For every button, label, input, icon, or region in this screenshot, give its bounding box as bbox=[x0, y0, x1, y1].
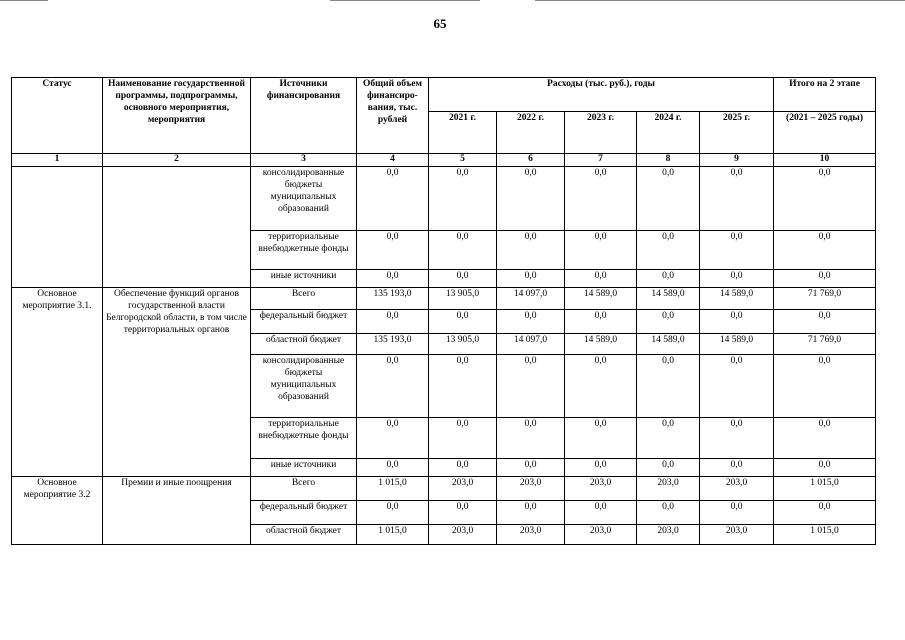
amount-cell: 0,0 bbox=[565, 231, 637, 270]
column-number: 3 bbox=[251, 154, 357, 167]
amount-cell: 0,0 bbox=[774, 310, 876, 334]
amount-cell: 1 015,0 bbox=[774, 477, 876, 501]
header-sources: Источники финансирования bbox=[251, 78, 357, 154]
amount-cell: 0,0 bbox=[637, 270, 700, 288]
amount-cell: 135 193,0 bbox=[357, 334, 429, 355]
amount-cell: 13 905,0 bbox=[429, 334, 497, 355]
amount-cell: 0,0 bbox=[774, 270, 876, 288]
amount-cell: 203,0 bbox=[429, 477, 497, 501]
table-row bbox=[12, 477, 876, 501]
header-status: Статус bbox=[12, 78, 103, 154]
amount-cell: 203,0 bbox=[497, 525, 565, 545]
header-year: 2024 г. bbox=[637, 112, 700, 154]
amount-cell: 0,0 bbox=[497, 501, 565, 525]
scan-top-rule-mid bbox=[330, 0, 480, 1]
funding-source-cell: областной бюджет bbox=[251, 334, 357, 355]
amount-cell: 0,0 bbox=[429, 355, 497, 418]
column-number: 5 bbox=[429, 154, 497, 167]
amount-cell: 0,0 bbox=[774, 231, 876, 270]
amount-cell: 203,0 bbox=[637, 477, 700, 501]
amount-cell: 0,0 bbox=[774, 501, 876, 525]
header-stage-period: (2021 – 2025 годы) bbox=[774, 112, 876, 154]
amount-cell: 0,0 bbox=[429, 459, 497, 477]
amount-cell: 0,0 bbox=[774, 459, 876, 477]
amount-cell: 0,0 bbox=[565, 310, 637, 334]
amount-cell: 0,0 bbox=[497, 167, 565, 231]
amount-cell: 0,0 bbox=[700, 355, 774, 418]
amount-cell: 0,0 bbox=[357, 501, 429, 525]
amount-cell: 14 097,0 bbox=[497, 288, 565, 310]
amount-cell: 0,0 bbox=[700, 231, 774, 270]
amount-cell: 0,0 bbox=[565, 270, 637, 288]
header-stage-total: Итого на 2 этапе bbox=[774, 78, 876, 112]
amount-cell: 14 589,0 bbox=[565, 288, 637, 310]
amount-cell: 203,0 bbox=[565, 525, 637, 545]
amount-cell: 203,0 bbox=[700, 525, 774, 545]
amount-cell: 0,0 bbox=[357, 231, 429, 270]
funding-source-cell: Всего bbox=[251, 477, 357, 501]
table-row bbox=[12, 288, 876, 310]
amount-cell: 0,0 bbox=[565, 501, 637, 525]
activity-name-cell: Премии и иные поощрения bbox=[103, 477, 251, 545]
amount-cell: 14 589,0 bbox=[700, 334, 774, 355]
amount-cell: 0,0 bbox=[637, 167, 700, 231]
amount-cell: 203,0 bbox=[497, 477, 565, 501]
amount-cell: 0,0 bbox=[497, 355, 565, 418]
amount-cell: 0,0 bbox=[497, 418, 565, 459]
table-row bbox=[12, 167, 876, 231]
amount-cell: 0,0 bbox=[429, 501, 497, 525]
column-number: 9 bbox=[700, 154, 774, 167]
amount-cell: 0,0 bbox=[357, 459, 429, 477]
funding-source-cell: консолидированные бюджеты муниципальных образований bbox=[251, 167, 357, 231]
amount-cell: 0,0 bbox=[429, 167, 497, 231]
amount-cell: 71 769,0 bbox=[774, 288, 876, 310]
column-number: 4 bbox=[357, 154, 429, 167]
scan-top-rule-right bbox=[535, 0, 905, 1]
amount-cell: 0,0 bbox=[637, 310, 700, 334]
amount-cell: 0,0 bbox=[497, 459, 565, 477]
amount-cell: 1 015,0 bbox=[357, 477, 429, 501]
header-year: 2025 г. bbox=[700, 112, 774, 154]
amount-cell: 0,0 bbox=[774, 355, 876, 418]
amount-cell: 0,0 bbox=[700, 501, 774, 525]
amount-cell: 0,0 bbox=[637, 418, 700, 459]
amount-cell: 14 097,0 bbox=[497, 334, 565, 355]
page-number: 65 bbox=[433, 16, 447, 31]
amount-cell: 135 193,0 bbox=[357, 288, 429, 310]
amount-cell: 0,0 bbox=[637, 355, 700, 418]
amount-cell: 14 589,0 bbox=[700, 288, 774, 310]
amount-cell: 0,0 bbox=[357, 167, 429, 231]
amount-cell: 0,0 bbox=[357, 270, 429, 288]
header-year: 2021 г. bbox=[429, 112, 497, 154]
amount-cell: 0,0 bbox=[429, 418, 497, 459]
amount-cell: 0,0 bbox=[700, 270, 774, 288]
amount-cell: 13 905,0 bbox=[429, 288, 497, 310]
amount-cell: 0,0 bbox=[565, 459, 637, 477]
amount-cell: 0,0 bbox=[637, 459, 700, 477]
column-number: 6 bbox=[497, 154, 565, 167]
column-number: 1 bbox=[12, 154, 103, 167]
amount-cell: 1 015,0 bbox=[774, 525, 876, 545]
header-expenses: Расходы (тыс. руб.), годы bbox=[429, 78, 774, 112]
funding-source-cell: территориальные внебюджетные фонды bbox=[251, 231, 357, 270]
amount-cell: 0,0 bbox=[700, 310, 774, 334]
amount-cell: 0,0 bbox=[700, 459, 774, 477]
column-number: 8 bbox=[637, 154, 700, 167]
funding-source-cell: иные источники bbox=[251, 270, 357, 288]
budget-table bbox=[11, 77, 876, 545]
amount-cell: 0,0 bbox=[497, 270, 565, 288]
header-name: Наименование государственной программы, подпрограммы, основного мероприятия, мероприятия bbox=[103, 78, 251, 154]
table-body bbox=[12, 167, 876, 545]
amount-cell: 0,0 bbox=[357, 355, 429, 418]
amount-cell: 0,0 bbox=[637, 231, 700, 270]
header-year: 2022 г. bbox=[497, 112, 565, 154]
amount-cell: 0,0 bbox=[774, 418, 876, 459]
amount-cell: 0,0 bbox=[357, 418, 429, 459]
amount-cell: 0,0 bbox=[700, 418, 774, 459]
amount-cell: 203,0 bbox=[565, 477, 637, 501]
amount-cell: 0,0 bbox=[497, 310, 565, 334]
amount-cell: 0,0 bbox=[774, 167, 876, 231]
status-cell bbox=[12, 167, 103, 288]
activity-name-cell bbox=[103, 167, 251, 288]
amount-cell: 0,0 bbox=[429, 231, 497, 270]
scan-top-rule-left bbox=[0, 0, 48, 1]
activity-name-cell: Обеспечение функций органов государственной власти Белгородской области, в том числе территориальных органов bbox=[103, 288, 251, 477]
funding-source-cell: федеральный бюджет bbox=[251, 310, 357, 334]
funding-source-cell: областной бюджет bbox=[251, 525, 357, 545]
amount-cell: 0,0 bbox=[565, 418, 637, 459]
amount-cell: 14 589,0 bbox=[637, 334, 700, 355]
amount-cell: 14 589,0 bbox=[565, 334, 637, 355]
amount-cell: 0,0 bbox=[429, 310, 497, 334]
amount-cell: 0,0 bbox=[700, 167, 774, 231]
header-year: 2023 г. bbox=[565, 112, 637, 154]
amount-cell: 0,0 bbox=[565, 167, 637, 231]
amount-cell: 1 015,0 bbox=[357, 525, 429, 545]
amount-cell: 0,0 bbox=[565, 355, 637, 418]
funding-source-cell: консолидированные бюджеты муниципальных образований bbox=[251, 355, 357, 418]
funding-source-cell: иные источники bbox=[251, 459, 357, 477]
funding-source-cell: Всего bbox=[251, 288, 357, 310]
status-cell: Основное мероприятие 3.1. bbox=[12, 288, 103, 477]
amount-cell: 14 589,0 bbox=[637, 288, 700, 310]
funding-source-cell: территориальные внебюджетные фонды bbox=[251, 418, 357, 459]
amount-cell: 71 769,0 bbox=[774, 334, 876, 355]
amount-cell: 203,0 bbox=[637, 525, 700, 545]
column-number: 7 bbox=[565, 154, 637, 167]
funding-source-cell: федеральный бюджет bbox=[251, 501, 357, 525]
amount-cell: 0,0 bbox=[637, 501, 700, 525]
amount-cell: 203,0 bbox=[700, 477, 774, 501]
column-number: 10 bbox=[774, 154, 876, 167]
column-number: 2 bbox=[103, 154, 251, 167]
status-cell: Основное мероприятие 3.2 bbox=[12, 477, 103, 545]
amount-cell: 0,0 bbox=[357, 310, 429, 334]
amount-cell: 0,0 bbox=[429, 270, 497, 288]
amount-cell: 203,0 bbox=[429, 525, 497, 545]
header-total: Общий объем финансиро- вания, тыс. рублей bbox=[357, 78, 429, 154]
amount-cell: 0,0 bbox=[497, 231, 565, 270]
